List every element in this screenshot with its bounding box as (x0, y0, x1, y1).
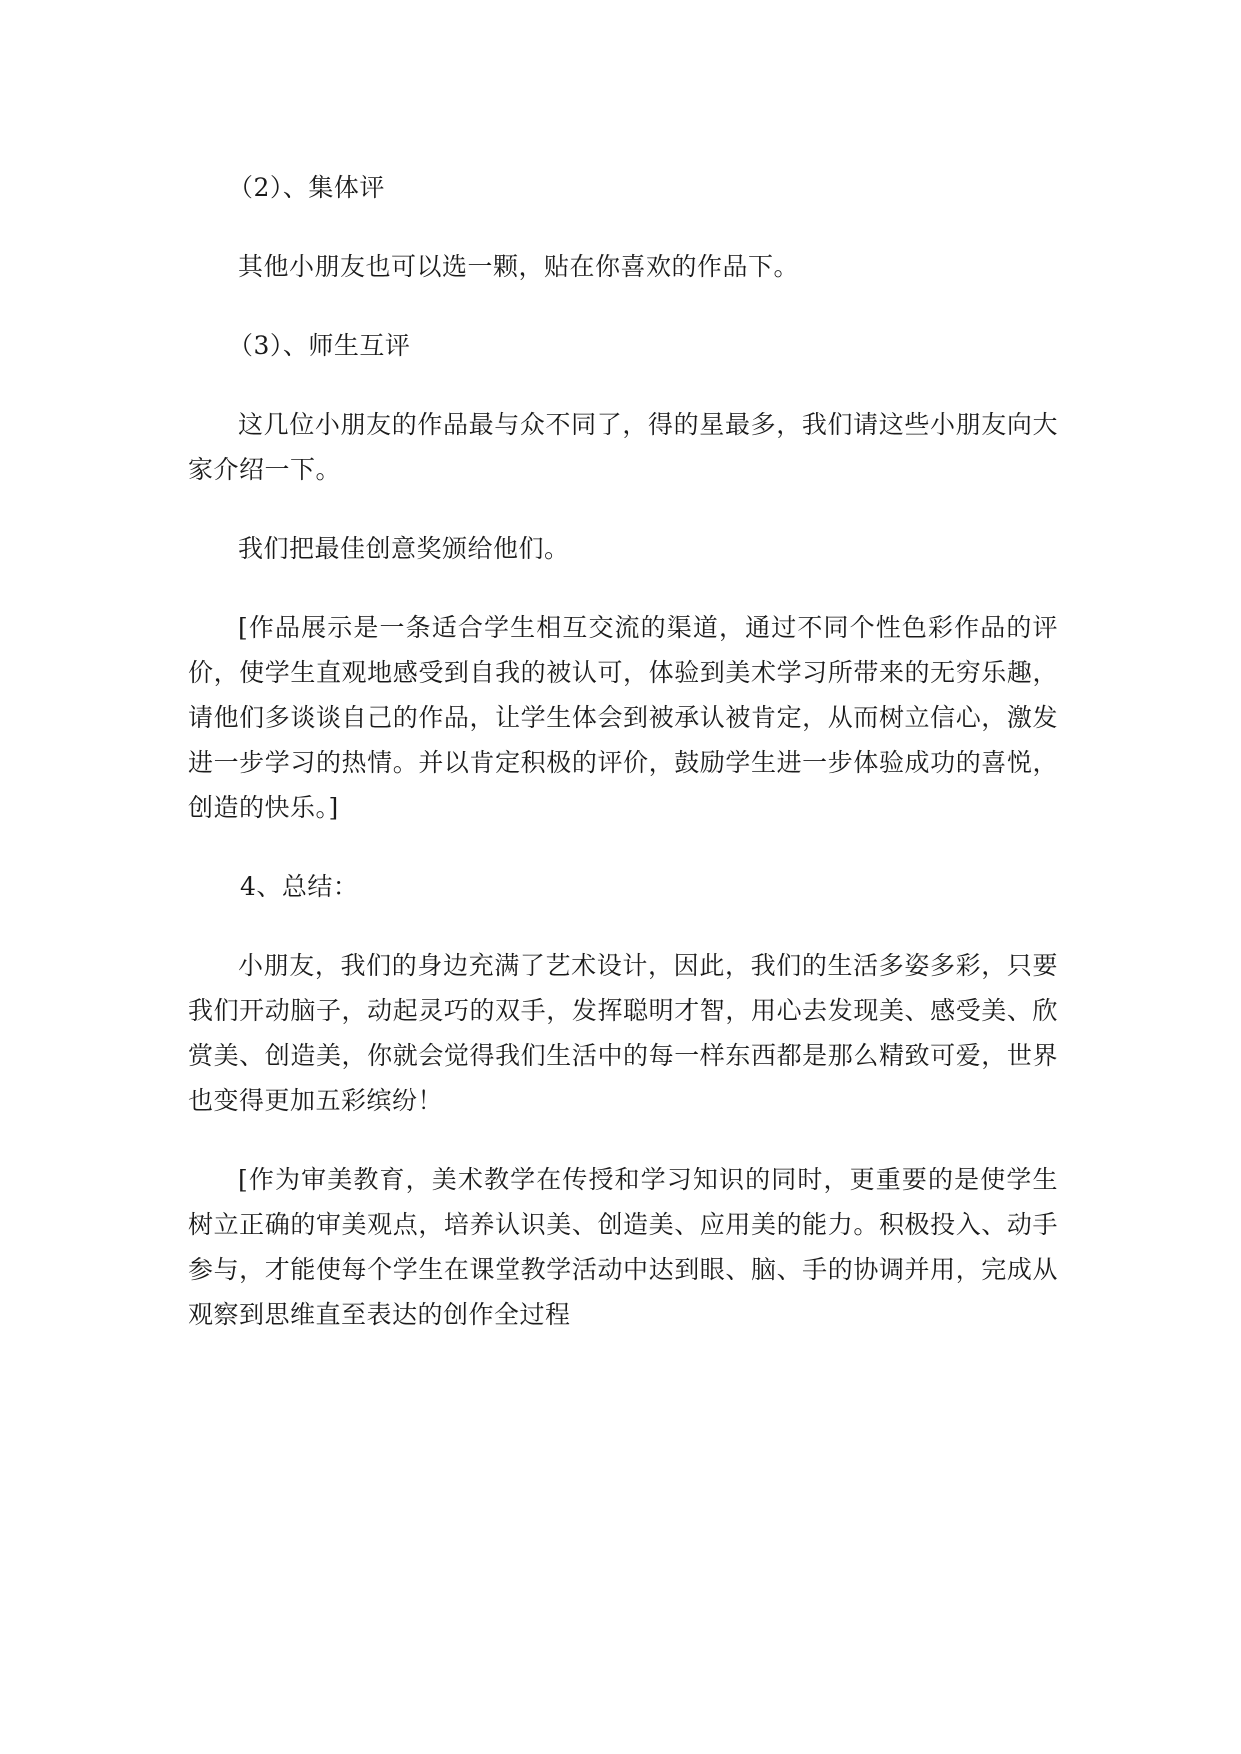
paragraph: 其他小朋友也可以选一颗，贴在你喜欢的作品下。 (238, 252, 800, 281)
section-heading-collective-review: （2）、集体评 (228, 173, 385, 202)
paragraph: 我们把最佳创意奖颁给他们。 (238, 534, 570, 563)
document-body (188, 165, 1058, 1371)
commentary-paragraph: [作为审美教育，美术教学在传授和学习知识的同时，更重要的是使学生树立正确的审美观点，培养认识美、创造美、应用美的能力。积极投入、动手参与，才能使每个学生在课堂教学活动中达到眼、脑、手的协调并用，完成从观察到思维直至表达的创作全过程 (188, 1165, 1058, 1329)
paragraph: 小朋友，我们的身边充满了艺术设计，因此，我们的生活多姿多彩，只要我们开动脑子，动起灵巧的双手，发挥聪明才智，用心去发现美、感受美、欣赏美、创造美，你就会觉得我们生活中的每一样东西都是那么精致可爱，世界也变得更加五彩缤纷！ (188, 951, 1058, 1115)
section-heading-summary: 4、总结： (240, 872, 359, 901)
commentary-paragraph: [作品展示是一条适合学生相互交流的渠道，通过不同个性色彩作品的评价，使学生直观地感受到自我的被认可，体验到美术学习所带来的无穷乐趣，请他们多谈谈自己的作品，让学生体会到被承认被肯定，从而树立信心，激发进一步学习的热情。并以肯定积极的评价，鼓励学生进一步体验成功的喜悦，创造的快乐。] (188, 613, 1058, 822)
section-heading-teacher-student-review: （3）、师生互评 (228, 331, 411, 360)
paragraph: 这几位小朋友的作品最与众不同了，得的星最多，我们请这些小朋友向大家介绍一下。 (188, 410, 1058, 484)
